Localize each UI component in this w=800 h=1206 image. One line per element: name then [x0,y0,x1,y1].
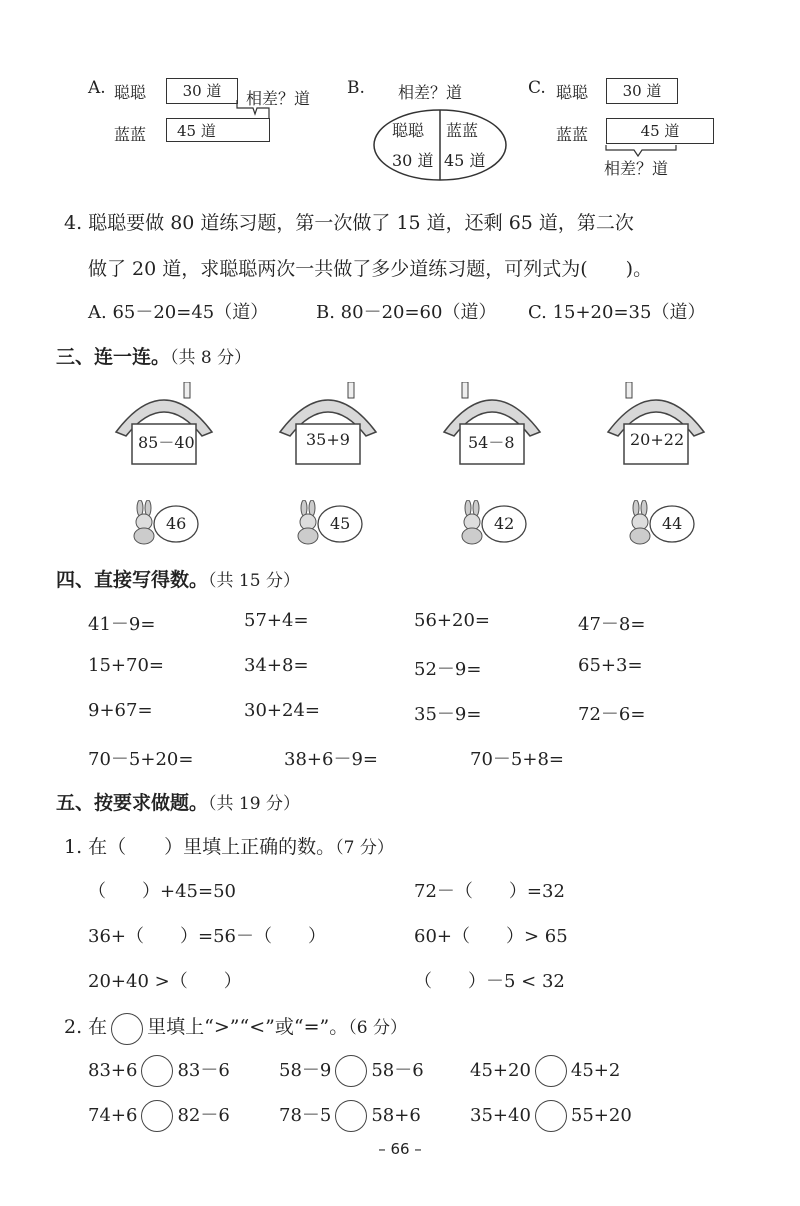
option-a: A. 65－20=45（道） [88,302,269,323]
rabbit-number: 42 [494,514,515,533]
house-3 [440,382,544,466]
name-label: 蓝蓝 [446,121,479,140]
name-label: 蓝蓝 [556,125,589,144]
calc-item: 15+70= [88,655,164,676]
compare-circle-icon [111,1013,143,1045]
brace [236,100,276,120]
compare-item: 78－5 58+6 [279,1100,421,1132]
name-label: 聪聪 [556,83,589,102]
diff-label: 相差？道 [398,83,463,102]
bar-45: 45 道 [166,118,270,142]
compare-item: 83+6 83－6 [88,1055,230,1087]
q5-1-heading: 1. 在（ ）里填上正确的数。（7 分） [64,836,394,858]
compare-item: 58－9 58－6 [279,1055,424,1087]
rabbit-number: 44 [662,514,683,533]
name-label: 聪聪 [392,121,425,140]
option-letter: B. [347,78,365,98]
calc-item: 41－9= [88,614,156,635]
house-expression: 35+9 [306,430,350,449]
calc-item: 52－9= [414,659,482,680]
house-icon [276,382,380,466]
house-4 [604,382,708,466]
bar-30: 30 道 [606,78,678,104]
answer-circle[interactable] [335,1100,367,1132]
compare-item: 35+40 55+20 [470,1100,632,1132]
option-letter: C. [528,78,546,98]
calc-item: 56+20= [414,610,490,631]
answer-circle[interactable] [335,1055,367,1087]
rabbit-icon [456,500,528,546]
calc-item: 35－9= [414,704,482,725]
house-expression: 85－40 [138,433,195,452]
house-icon [112,382,216,466]
diff-label: 相差？道 [604,159,669,178]
calc-item: 30+24= [244,700,320,721]
calc-item: 65+3= [578,655,643,676]
fill-item: （ ）+45=50 [88,881,236,902]
house-2 [276,382,380,466]
page-number: – 66 – [378,1140,422,1158]
name-label: 蓝蓝 [114,125,147,144]
calc-item: 70－5+20= [88,749,194,770]
answer-circle[interactable] [535,1055,567,1087]
section-4-heading: 四、直接写得数。（共 15 分） [56,569,300,591]
option-b: B. 80－20=60（道） [316,302,497,323]
calc-item: 72－6= [578,704,646,725]
value-label: 45 道 [444,151,486,170]
calc-item: 34+8= [244,655,309,676]
question-text: 4. 聪聪要做 80 道练习题，第一次做了 15 道，还剩 65 道，第二次 [64,212,634,234]
rabbit-icon [292,500,364,546]
answer-circle[interactable] [535,1100,567,1132]
rabbit-icon [624,500,696,546]
calc-item: 57+4= [244,610,309,631]
value-label: 30 道 [392,151,434,170]
option-c: C. 15+20=35（道） [528,302,706,323]
fill-item: 72－（ ）=32 [414,881,565,902]
compare-item: 74+6 82－6 [88,1100,230,1132]
answer-circle[interactable] [141,1055,173,1087]
section-5-heading: 五、按要求做题。（共 19 分） [56,792,300,814]
house-expression: 54－8 [468,433,515,452]
fill-item: （ ）－5 < 32 [414,971,565,992]
fill-item: 20+40 >（ ） [88,971,242,992]
section-3-heading: 三、连一连。（共 8 分） [56,346,252,368]
rabbit-3 [456,500,528,546]
calc-item: 38+6－9= [284,749,378,770]
house-icon [440,382,544,466]
fill-item: 60+（ ）> 65 [414,926,568,947]
compare-item: 45+20 45+2 [470,1055,620,1087]
house-icon [604,382,708,466]
bar-30: 30 道 [166,78,238,104]
rabbit-number: 45 [330,514,351,533]
rabbit-2 [292,500,364,546]
rabbit-4 [624,500,696,546]
rabbit-1 [128,500,200,546]
calc-item: 47－8= [578,614,646,635]
house-1 [112,382,216,466]
name-label: 聪聪 [114,83,147,102]
bar-45: 45 道 [606,118,714,144]
question-text: 做了 20 道，求聪聪两次一共做了多少道练习题，可列式为( )。 [88,258,653,280]
option-letter: A. [88,78,106,98]
diff-label: 相差？道 [246,89,311,108]
calc-item: 9+67= [88,700,153,721]
rabbit-icon [128,500,200,546]
q5-2-heading: 2. 在 里填上“>”“<”或“=”。（6 分） [64,1010,407,1045]
rabbit-number: 46 [166,514,187,533]
fill-item: 36+（ ）=56－（ ） [88,926,326,947]
calc-item: 70－5+8= [470,749,564,770]
answer-circle[interactable] [141,1100,173,1132]
house-expression: 20+22 [630,430,685,449]
